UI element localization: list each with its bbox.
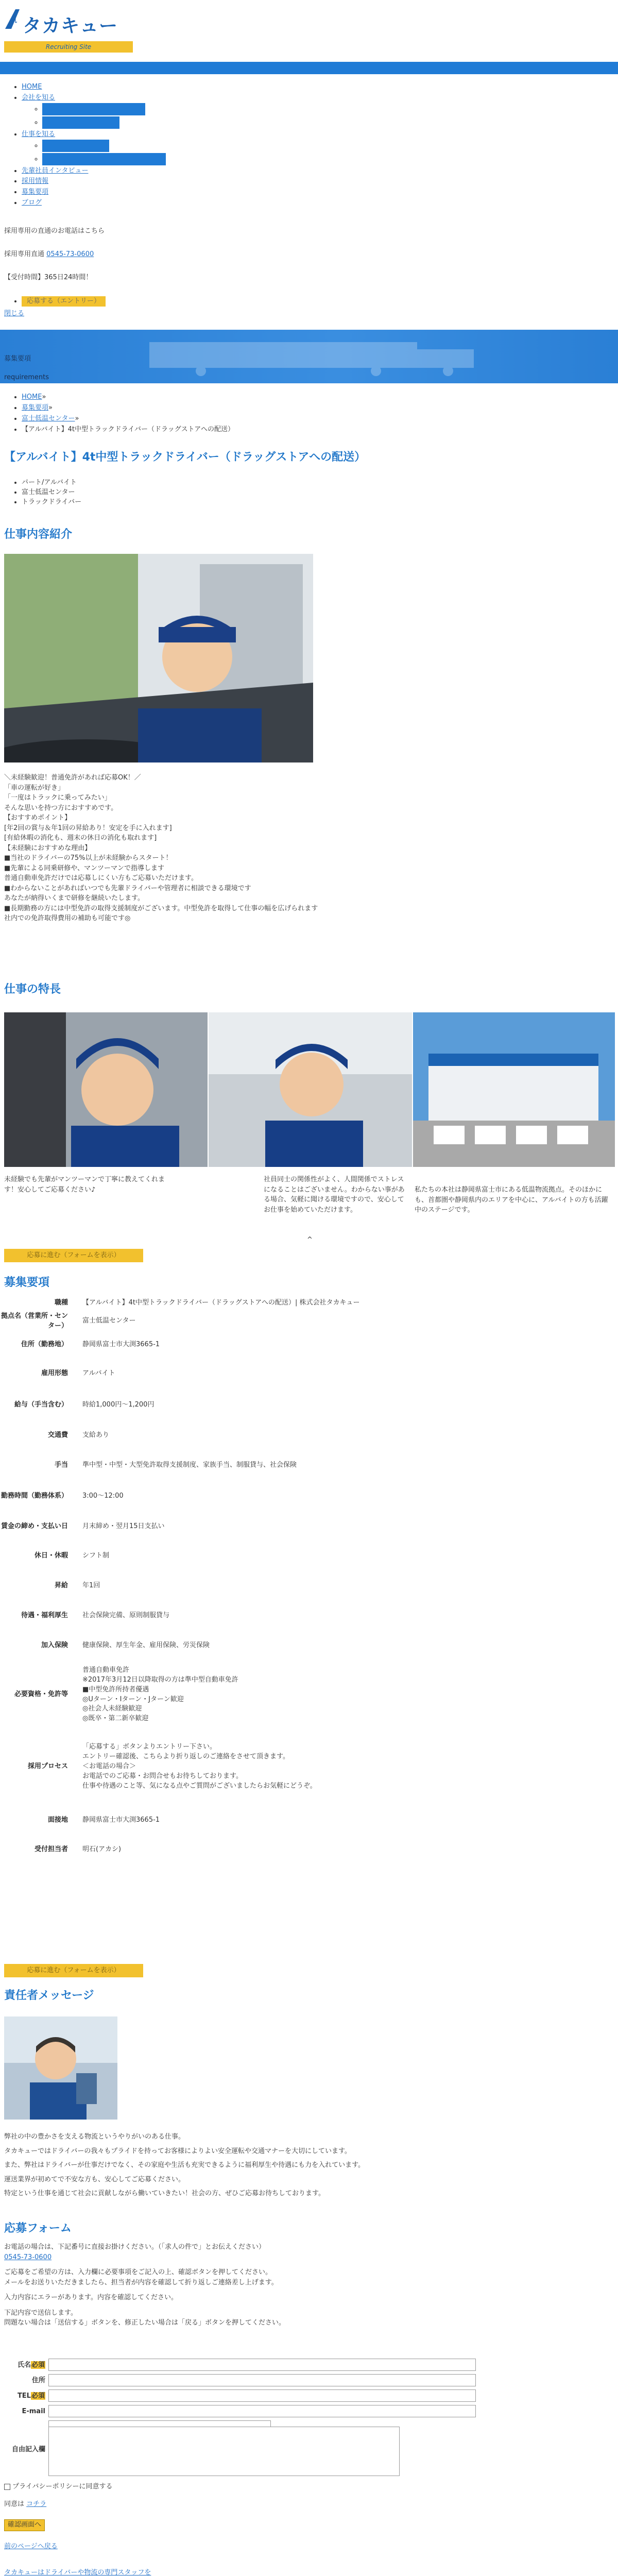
- scroll-arrow-icon[interactable]: ^: [307, 1236, 313, 1244]
- nav-subitem[interactable]: [42, 103, 210, 115]
- breadcrumb: [4, 393, 468, 435]
- section-heading-features: 仕事の特長: [4, 983, 61, 996]
- table-row: 賃金の締め・支払い日 月末締め・翌月15日支払い: [1, 1522, 165, 1531]
- feature-photo-3: [413, 1012, 615, 1167]
- table-row: 勤務時間（勤務体系） 3:00〜12:00: [1, 1492, 124, 1500]
- driver-in-cab-icon: [4, 554, 313, 762]
- table-row: 待遇・福利厚生 社会保険完備、原則制服貸与: [21, 1612, 170, 1620]
- phone-note: 採用専用の直通のお電話はこちら: [4, 227, 105, 235]
- nav-item-blog[interactable]: • ブログ: [22, 198, 210, 208]
- section-heading-intro: 仕事内容紹介: [4, 528, 73, 541]
- required-badge: 必須: [31, 2361, 45, 2369]
- recruit-promo: タカキューはドライバーや物流の専門スタッフを: [4, 2569, 151, 2576]
- job-tag: • 富士低温センター: [22, 488, 81, 498]
- back-link[interactable]: 前のページへ戻る: [4, 2543, 58, 2550]
- hero-title: 募集要項: [4, 355, 31, 363]
- manager-portrait-icon: [4, 2016, 117, 2120]
- manager-message: 弊社の中の豊かさを支える物流というやりがいのある仕事。 タカキューではドライバーの我々もプライドを持ってお客様によりよい安全運転や交通マナーを大切にしています。 また、弊社はドライバーが仕事だけでなく、その家庭や生活も充実できるように福利厚生や待遇にも力を入れています。 運送業界が初めてで不安な方も、安心してご応募ください。 特定という仕事を通じて社会に貢献しながら働いていきたい！社会の方、ぜひご応募お待ちしております。: [4, 2133, 365, 2197]
- table-row: 休日・休暇 シフト制: [34, 1552, 110, 1560]
- breadcrumb-item[interactable]: • 募集要項»: [22, 403, 468, 413]
- table-row: 交通費 支給あり: [47, 1431, 110, 1439]
- breadcrumb-current: • 【アルバイト】4t中型トラックドライバー（ドラッグストアへの配送）: [22, 425, 468, 435]
- breadcrumb-item[interactable]: • 富士低温センター»: [22, 414, 468, 424]
- nav-item-work[interactable]: • 仕事を知る ◦ ◦: [22, 130, 210, 165]
- confirm-button[interactable]: 確認画面へ: [4, 2519, 45, 2531]
- truck-illustration-icon: [88, 332, 582, 378]
- policy-link[interactable]: コチラ: [26, 2500, 47, 2508]
- table-row: 拠点名（営業所・センター） 富士低温センター: [1, 1312, 136, 1330]
- hero-subtitle: requirements: [4, 374, 49, 381]
- top-bar: [0, 62, 618, 74]
- form-phone-link[interactable]: 0545-73-0600: [4, 2253, 52, 2261]
- feature-photo-2: [209, 1012, 412, 1167]
- nav-item-requirements[interactable]: • 募集要項: [22, 188, 210, 197]
- nav-item-recruit[interactable]: • 採用情報: [22, 177, 210, 187]
- nav-subitem[interactable]: [42, 116, 210, 129]
- email-input[interactable]: [48, 2405, 476, 2417]
- phone-line: 採用専用直通 0545-73-0600: [4, 250, 94, 258]
- hero-band: [0, 330, 618, 383]
- table-row: 必要資格・免許等 普通自動車免許 ※2017年3月12日以降取得の方は準中型自動車免許 ■中型免許所持者優遇 ◎Uターン・Iターン・Jターン歓迎 ◎社会人未経験歓迎 ◎既卒・第二新卒歓迎: [14, 1666, 238, 1723]
- job-tag: • トラックドライバー: [22, 498, 81, 507]
- site-logo[interactable]: [4, 6, 133, 54]
- table-row: 職種 【アルバイト】4t中型トラックドライバー（ドラッグストアへの配送）| 株式会社タカキュー: [54, 1299, 360, 1307]
- nav-item-interview[interactable]: • 先輩社員インタビュー: [22, 166, 210, 176]
- manager-photo: [4, 2016, 117, 2120]
- required-badge: 必須: [31, 2392, 45, 2400]
- nav-subitem[interactable]: [42, 140, 210, 152]
- name-input[interactable]: [48, 2359, 476, 2371]
- table-row: 受付担当者 明石(アカシ): [34, 1845, 122, 1854]
- table-row: 給与（手当含む） 時給1,000円〜1,200円: [14, 1401, 154, 1409]
- phone-link[interactable]: 0545-73-0600: [46, 250, 94, 258]
- driver-smiling-icon: [4, 1012, 208, 1167]
- breadcrumb-item[interactable]: • HOME»: [22, 393, 468, 402]
- form-intro: お電話の場合は、下記番号に直接お掛けください。（「求人の件で」とお伝えください） 0545-73-0600 ご応募をご希望の方は、入力欄に必要事項をご記入の上、確認ボタンを押してください。 メールをお送りいただきましたら、担当者が内容を確認して折り返しご連絡差し上げます。 入力内容にエラーがあります。内容を確認してください。 下記内容で送信します。 問題ない場合は「送信する」ボタンを、修正したい場合は「戻る」ボタンを押してください。: [4, 2243, 286, 2327]
- feature-caption-2: 社員同士の関係性がよく、人間関係でストレスになることはございません。わからない事がある場合、気軽に聞ける環境ですので、安心してお仕事を始めていただけます。: [264, 1176, 405, 1214]
- table-row: 昇給 年1回: [54, 1582, 100, 1590]
- logo-text: タカキュー: [23, 15, 118, 37]
- tel-input[interactable]: [48, 2389, 476, 2402]
- close-link[interactable]: 閉じる: [4, 310, 25, 317]
- logo-small-text: 丸: [11, 17, 17, 24]
- main-nav: [4, 82, 210, 209]
- header-info: [4, 227, 262, 307]
- warehouse-trucks-icon: [413, 1012, 615, 1167]
- driver-woman-icon: [209, 1012, 412, 1167]
- apply-button-bottom[interactable]: 応募に進む（フォームを表示）: [4, 1964, 143, 1977]
- nav-subitem[interactable]: [42, 153, 210, 165]
- section-heading-requirements: 募集要項: [4, 1276, 50, 1289]
- table-row: 面接地 静岡県富士市大渕3665-1: [47, 1816, 160, 1824]
- feature-caption-3: 私たちの本社は静岡県富士市にある低温物流拠点。そのほかにも、首都圏や静岡県内のエリアを中心に、アルバイトの方も活躍中のステージです。: [415, 1185, 613, 1215]
- logo-tagline: Recruiting Site: [4, 41, 133, 53]
- table-row: 雇用形態 アルバイト: [41, 1369, 115, 1378]
- requirements-table: [0, 1295, 618, 1865]
- entry-item: [22, 296, 262, 307]
- table-row: 加入保険 健康保険、厚生年金、雇用保険、労災保険: [41, 1641, 210, 1650]
- policy-row: 同意は コチラ: [4, 2500, 47, 2508]
- entry-button[interactable]: 応募する（エントリー）: [22, 296, 106, 307]
- job-description: ＼未経験歓迎！普通免許があれば応募OK！／ 「車の運転が好き」 「一度はトラックに乗ってみたい」 そんな思いを持つ方におすすめです。 【おすすめポイント】 [年2回の賞与＆年1回の昇給あり！安定を手に入れます] [有給休暇の消化も、週末の休日の消化も取れます] 【未経験におすすめな理由】 ■当社のドライバーの75%以上が未経験からスタート！ ■先輩による同乗研修や、マンツーマンで指導します 普通自動車免許だけでは応募しにくい方もご応募いただけます。 ■わからないことがあればいつでも先輩ドライバーや管理者に相談できる環境です あなたが納得いくまで研修を継続いたします。 ■長期勤務の方には中型免許の取得支援制度がございます。中型免許を取得して仕事の幅を広げられます 社内での免許取得費用の補助も可能です◎: [4, 774, 318, 922]
- hours-text: 【受付時間】365日24時間！: [4, 273, 93, 281]
- job-tags: [4, 478, 81, 507]
- section-heading-message: 責任者メッセージ: [4, 1989, 94, 2002]
- privacy-checkbox[interactable]: [4, 2484, 10, 2490]
- feature-photo-1: [4, 1012, 208, 1167]
- nav-item-company[interactable]: • 会社を知る ◦ ◦: [22, 93, 210, 129]
- message-textarea[interactable]: [48, 2427, 400, 2476]
- privacy-row: プライバシーポリシーに同意する: [4, 2482, 113, 2492]
- nav-item-home[interactable]: • HOME: [22, 82, 210, 92]
- job-tag: • パート/アルバイト: [22, 478, 81, 488]
- address-input[interactable]: [48, 2374, 476, 2386]
- driver-photo: [4, 554, 313, 762]
- apply-button-top[interactable]: 応募に進む（フォームを表示）: [4, 1249, 143, 1262]
- table-row: 住所（勤務地） 静岡県富士市大渕3665-1: [21, 1341, 160, 1349]
- feature-caption-1: 未経験でも先輩がマンツーマンで丁寧に教えてくれます！安心してご応募ください♪: [4, 1176, 165, 1194]
- table-row: 採用プロセス 「応募する」ボタンよりエントリー下さい。 エントリー確認後、こちらより折り返しのご連絡をさせて頂きます。 ＜お電話の場合＞ お電話でのご応募・お問合せもお待ちしております。 仕事や待遇のこと等、気になる点やご質問がございましたらお気軽にどうぞ。: [27, 1743, 317, 1790]
- table-row: 手当 準中型・中型・大型免許取得支援制度、家族手当、制服貸与、社会保険: [54, 1461, 297, 1469]
- job-title: 【アルバイト】4t中型トラックドライバー（ドラッグストアへの配送）: [4, 451, 366, 464]
- section-heading-form: 応募フォーム: [4, 2222, 72, 2235]
